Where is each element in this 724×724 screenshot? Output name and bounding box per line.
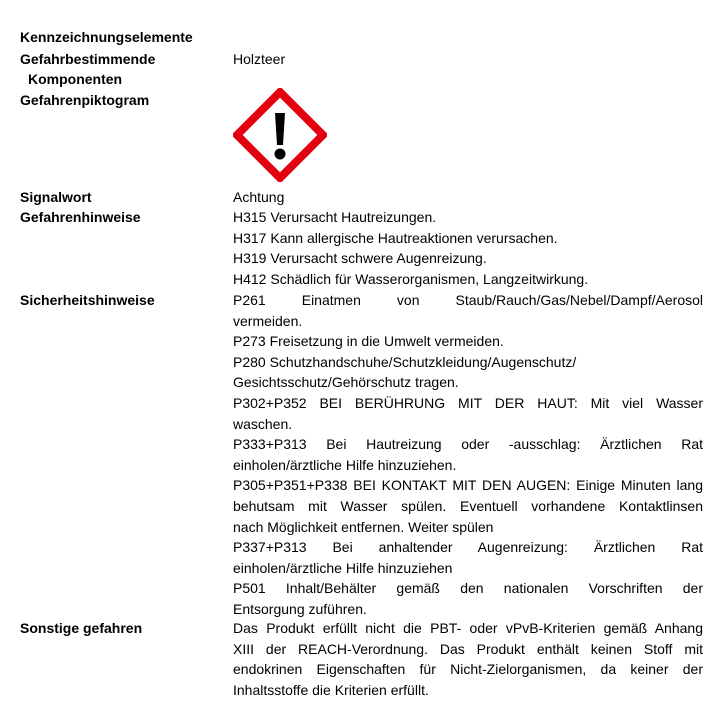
hazard-statement: H412 Schädlich für Wasserorganismen, Langzeitwirkung. [233,270,589,287]
other-hazards-line: XIII der REACH-Verordnung. Das Produkt enthält keinen Stoff mit [233,640,703,657]
label-sonstige-gefahren: Sonstige gefahren [20,620,143,636]
precautionary-p337: P337+P313 Bei anhaltender Augenreizung: Ärztlichen Rat [233,539,703,556]
precautionary-p305-cont: behutsam mit Wasser spülen. Eventuell vorhandene Kontaktlinsen [233,497,703,514]
hazard-statement: H315 Verursacht Hautreizungen. [233,209,437,225]
precautionary-p333: P333+P313 Bei Hautreizung oder -ausschlag: Ärztlichen Rat [233,436,703,453]
label-signalwort: Signalwort [20,189,92,205]
other-hazards-line: Das Produkt erfüllt nicht die PBT- oder vPvB-Kriterien gemäß Anhang [233,620,703,636]
label-gefahrbestimmende: Gefahrbestimmende [20,51,156,67]
precautionary-p501-cont: Entsorgung zuführen. [233,600,367,617]
precautionary-p305-cont2: nach Möglichkeit entfernen. Weiter spülen [233,518,494,535]
label-komponenten: Komponenten [28,71,123,87]
precautionary-p305: P305+P351+P338 BEI KONTAKT MIT DEN AUGEN: Einige Minuten lang [233,477,703,494]
value-komponente: Holzteer [233,51,286,67]
precautionary-p273: P273 Freisetzung in die Umwelt vermeiden. [233,333,504,350]
precautionary-statements-list [233,290,703,620]
section-heading-kennzeichnung: Kennzeichnungselemente [20,29,193,45]
precautionary-p261-cont: vermeiden. [233,312,303,329]
precautionary-p333-cont: einholen/ärztliche Hilfe hinzuziehen. [233,456,457,473]
label-gefahrenhinweise: Gefahrenhinweise [20,209,141,225]
precautionary-p280-cont: Gesichtsschutz/Gehörschutz tragen. [233,374,459,391]
exclamation-mark-icon [233,88,327,182]
hazard-statement: H317 Kann allergische Hautreaktionen verursachen. [233,229,558,246]
value-signalwort: Achtung [233,189,285,205]
precautionary-p337-cont: einholen/ärztliche Hilfe hinzuziehen [233,559,453,576]
precautionary-p501: P501 Inhalt/Behälter gemäß den nationalen Vorschriften der [233,580,703,597]
precautionary-p261: P261 Einatmen von Staub/Rauch/Gas/Nebel/Dampf/Aerosol [233,292,703,308]
precautionary-p302: P302+P352 BEI BERÜHRUNG MIT DER HAUT: Mit viel Wasser [233,394,703,411]
precautionary-p280: P280 Schutzhandschuhe/Schutzkleidung/Augenschutz/ [233,353,577,370]
other-hazards-line: Inhaltsstoffe die Kriterien erfüllt. [233,681,429,698]
other-hazards-text [233,618,703,700]
label-sicherheitshinweise: Sicherheitshinweise [20,292,155,308]
hazard-statement: H319 Verursacht schwere Augenreizung. [233,250,487,267]
hazard-statements-list [233,207,703,289]
other-hazards-line: endokrinen Eigenschaften für Nicht-Zielorganismen, da keiner der [233,661,703,678]
precautionary-p302-cont: waschen. [233,415,293,432]
label-gefahrenpiktogramm: Gefahrenpiktogram [20,92,150,108]
